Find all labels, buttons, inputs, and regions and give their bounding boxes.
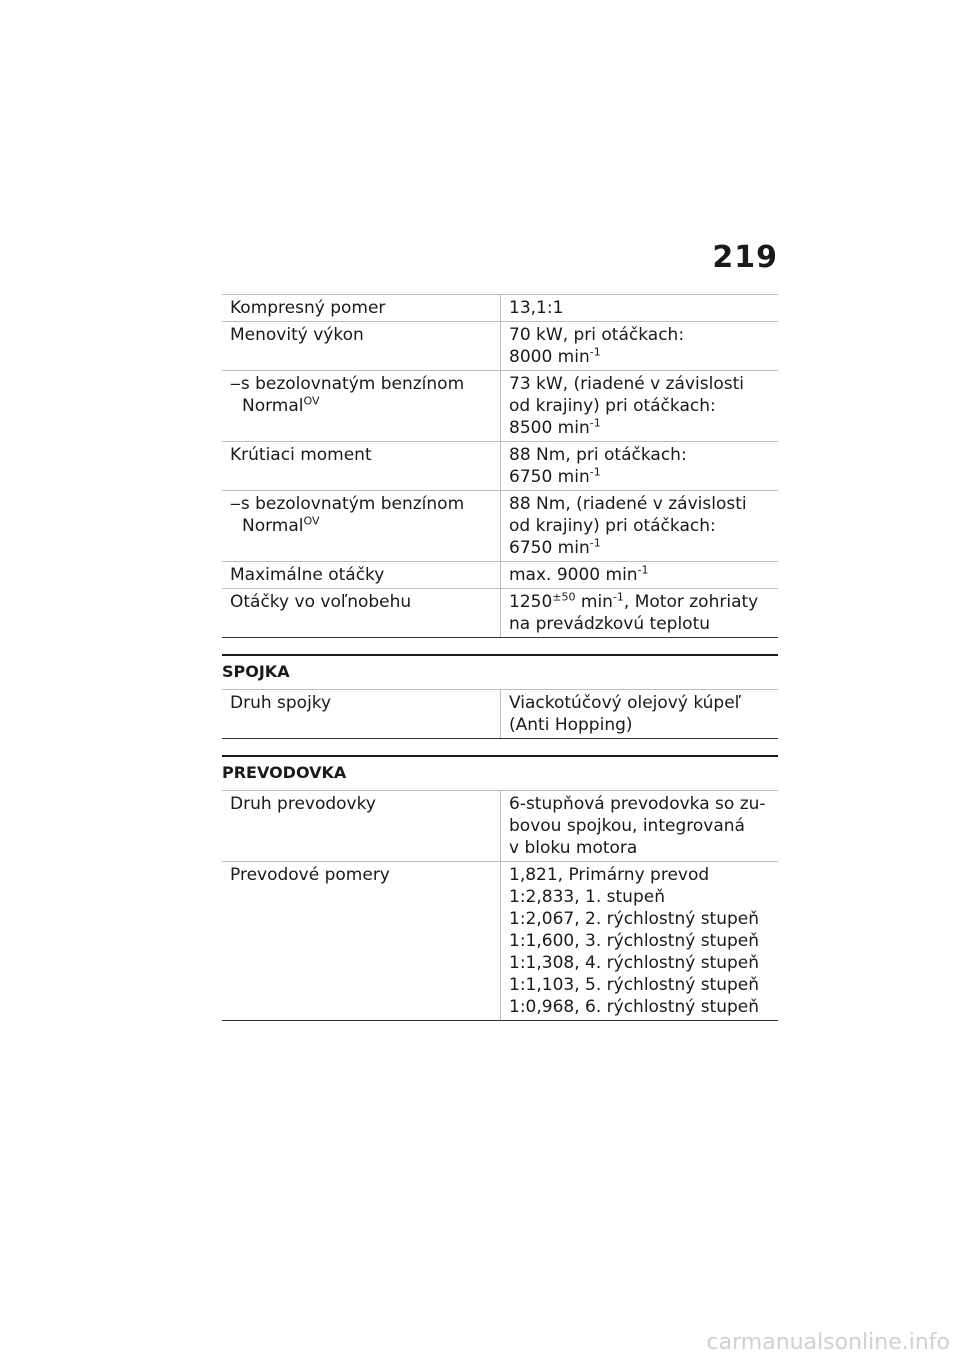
row-value: 88 Nm, (riadené v závislosti od krajiny) pri otáčkach: 6750 $\min^{-1}$ (501, 491, 779, 562)
spec-content (222, 294, 778, 1021)
row-value: Viackotúčový olejový kúpeľ (Anti Hopping) (501, 690, 779, 739)
table-row (222, 322, 778, 371)
table-row (222, 562, 778, 589)
row-label: Kompresný pomer (222, 295, 501, 322)
table-row (222, 295, 778, 322)
engine-spec-table (222, 294, 778, 638)
section-heading-clutch: SPOJKA (222, 654, 778, 689)
table-row (222, 589, 778, 638)
row-label: ‒s bezolovnatým benzínom Normal$^{OV}$ (222, 491, 501, 562)
table-row (222, 371, 778, 442)
table-row (222, 791, 778, 862)
row-value: 13,1:1 (501, 295, 779, 322)
table-row (222, 442, 778, 491)
table-row (222, 491, 778, 562)
row-label: Prevodové pomery (222, 862, 501, 1021)
row-value: 6-stupňová prevodovka so zu- bovou spojkou, integrovaná v bloku motora (501, 791, 779, 862)
watermark: carmanualsonline.info (706, 1330, 950, 1355)
row-label: ‒s bezolovnatým benzínom Normal$^{OV}$ (222, 371, 501, 442)
row-value: 70 kW, pri otáčkach: 8000 $\min^{-1}$ (501, 322, 779, 371)
clutch-spec-table (222, 689, 778, 739)
table-row (222, 862, 778, 1021)
table-row (222, 690, 778, 739)
row-value: 88 Nm, pri otáčkach: 6750 $\min^{-1}$ (501, 442, 779, 491)
row-label: Druh spojky (222, 690, 501, 739)
row-label: Krútiaci moment (222, 442, 501, 491)
row-value: 1,821, Primárny prevod 1:2,833, 1. stupeň 1:2,067, 2. rýchlostný stupeň 1:1,600, 3. rýchlostný stupeň 1:1,308, 4. rýchlostný stupeň 1:1,103, 5. rýchlostný stupeň 1:0,968, 6. rýchlostný stupeň (501, 862, 779, 1021)
row-label: Druh prevodovky (222, 791, 501, 862)
gearbox-spec-table (222, 790, 778, 1021)
page-number: 219 (712, 240, 778, 275)
row-value: max. 9000 $\min^{-1}$ (501, 562, 779, 589)
row-label: Otáčky vo voľnobehu (222, 589, 501, 638)
row-label: Maximálne otáčky (222, 562, 501, 589)
row-value: $1250^{\pm 50}$ $\min^{-1}$, Motor zohriaty na prevádzkovú teplotu (501, 589, 779, 638)
section-heading-gearbox: PREVODOVKA (222, 755, 778, 790)
row-label: Menovitý výkon (222, 322, 501, 371)
row-value: 73 kW, (riadené v závislosti od krajiny) pri otáčkach: 8500 $\min^{-1}$ (501, 371, 779, 442)
